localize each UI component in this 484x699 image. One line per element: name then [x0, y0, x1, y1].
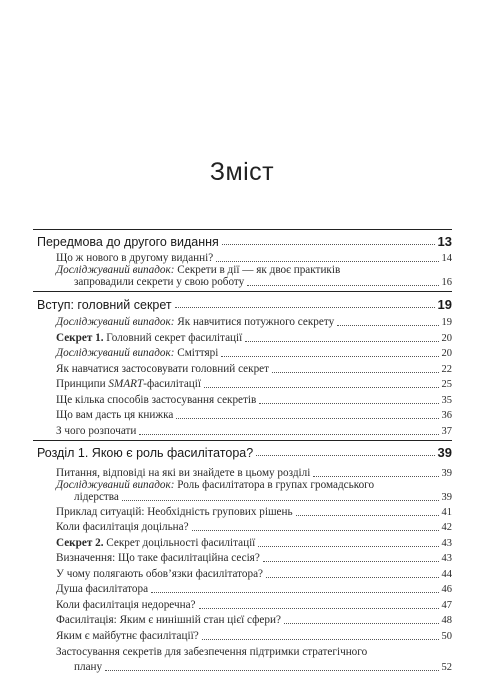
toc-section-foreword[interactable]: [37, 234, 452, 249]
toc-entry[interactable]: [56, 521, 452, 533]
page-number: 37: [441, 426, 452, 437]
toc-entry[interactable]: [56, 409, 452, 421]
page-number: 39: [441, 492, 452, 503]
entry-title-continued: плану: [74, 661, 103, 673]
toc-entry[interactable]: [56, 583, 452, 595]
entry-title: Яким є майбутнє фасилітації?: [56, 630, 199, 642]
toc-entry-line[interactable]: [56, 646, 367, 658]
section-title: Вступ: головний секрет: [37, 298, 172, 312]
page-number: 50: [441, 631, 452, 642]
dot-leader: [221, 356, 438, 357]
page-number: 20: [441, 348, 452, 359]
dot-leader: [105, 670, 438, 671]
toc-entry[interactable]: [56, 363, 452, 375]
page-number: 46: [441, 584, 452, 595]
entry-title: У чому полягають обов’язки фасилітатора?: [56, 568, 264, 580]
toc-entry[interactable]: [74, 661, 452, 673]
entry-title: З чого розпочати: [56, 425, 137, 437]
toc-entry[interactable]: [56, 506, 452, 518]
dot-leader: [202, 639, 439, 640]
dot-leader: [222, 244, 435, 245]
dot-leader: [216, 261, 438, 262]
entry-title: Душа фасилітатора: [56, 583, 149, 595]
section-title: Розділ 1. Якою є роль фасилітатора?: [37, 446, 254, 460]
dot-leader: [266, 577, 438, 578]
dot-leader: [204, 387, 439, 388]
page-number: 36: [441, 410, 452, 421]
toc-entry-line[interactable]: [56, 264, 340, 276]
entry-title: Ще кілька способів застосування секретів: [56, 394, 257, 406]
entry-prefix: Досліджуваний випадок:: [56, 264, 175, 276]
entry-title: Питання, відповіді на які ви знайдете в цьому розділі: [56, 467, 311, 479]
dot-leader: [139, 434, 438, 435]
dot-leader: [122, 500, 439, 501]
page-number: 43: [441, 538, 452, 549]
entry-title: Фасилітація: Яким є нинішній стан цієї сфери?: [56, 614, 281, 626]
entry-prefix: Секрет 2.: [56, 537, 104, 549]
toc-entry[interactable]: [74, 491, 452, 503]
dot-leader: [256, 455, 434, 456]
toc-entry[interactable]: [56, 552, 452, 564]
page-number: 52: [441, 662, 452, 673]
entry-title: Як навчатися застосовувати головний секрет: [56, 363, 270, 375]
dot-leader: [199, 608, 439, 609]
entry-title: Секрети в дії — як двоє практиків: [177, 264, 341, 276]
page-number: 25: [441, 379, 452, 390]
toc-entry[interactable]: [56, 252, 452, 264]
toc-entry[interactable]: [56, 378, 452, 390]
section-divider: [33, 229, 452, 230]
toc-section-intro[interactable]: [37, 297, 452, 312]
entry-title-continued: запровадили секрети у свою роботу: [74, 276, 245, 288]
entry-title: Застосування секретів для забезпечення підтримки стратегічного: [56, 646, 368, 658]
entry-title: Визначення: Що таке фасилітаційна сесія?: [56, 552, 260, 564]
page-number: 13: [437, 234, 452, 249]
page-number: 16: [441, 277, 452, 288]
dot-leader: [263, 561, 439, 562]
entry-prefix: Секрет 1.: [56, 332, 104, 344]
toc-entry[interactable]: [56, 537, 452, 549]
dot-leader: [175, 307, 435, 308]
section-divider: [33, 440, 452, 441]
dot-leader: [259, 403, 438, 404]
toc-entry[interactable]: [56, 568, 452, 580]
toc-entry[interactable]: [56, 630, 452, 642]
dot-leader: [192, 530, 439, 531]
section-title: Передмова до другого видання: [37, 235, 219, 249]
page-number: 20: [441, 333, 452, 344]
page-number: 39: [441, 468, 452, 479]
entry-prefix: Досліджуваний випадок:: [56, 316, 175, 328]
dot-leader: [296, 515, 439, 516]
dot-leader: [176, 418, 438, 419]
page-number: 44: [441, 569, 452, 580]
dot-leader: [151, 592, 438, 593]
toc-entry[interactable]: [56, 316, 452, 328]
entry-title: Роль фасилітатора в групах громадського: [177, 479, 375, 491]
toc-entry[interactable]: [56, 425, 452, 437]
entry-title-suffix: -фасилітації: [143, 378, 201, 390]
page-number: 14: [441, 253, 452, 264]
toc-entry[interactable]: [56, 394, 452, 406]
toc-entry[interactable]: [74, 276, 452, 288]
entry-title: Секрет доцільності фасилітації: [106, 537, 256, 549]
toc-section-chapter-1[interactable]: [37, 445, 452, 460]
dot-leader: [313, 476, 438, 477]
toc-entry-line[interactable]: [56, 479, 374, 491]
dot-leader: [284, 623, 439, 624]
entry-title: Що вам дасть ця книжка: [56, 409, 174, 421]
entry-title: Головний секрет фасилітації: [106, 332, 243, 344]
toc-entry[interactable]: [56, 347, 452, 359]
entry-title: Що ж нового в другому виданні?: [56, 252, 214, 264]
page-number: 19: [441, 317, 452, 328]
section-divider: [33, 291, 452, 292]
entry-title: Як навчитися потужного секрету: [177, 316, 335, 328]
entry-prefix: Досліджуваний випадок:: [56, 347, 175, 359]
page-number: 48: [441, 615, 452, 626]
entry-title-italic: SMART: [108, 378, 144, 390]
entry-title: Принципи: [56, 378, 109, 390]
page-title: Зміст: [209, 158, 275, 186]
page-number: 22: [441, 364, 452, 375]
page-number: 39: [437, 445, 452, 460]
page-number: 41: [441, 507, 452, 518]
dot-leader: [245, 341, 438, 342]
dot-leader: [247, 285, 438, 286]
page-number: 35: [441, 395, 452, 406]
entry-title-continued: лідерства: [74, 491, 119, 503]
dot-leader: [258, 546, 438, 547]
toc-entry[interactable]: [56, 467, 452, 479]
entry-title: Приклад ситуацій: Необхідність групових рішень: [56, 506, 293, 518]
entry-title: Коли фасилітація недоречна?: [56, 599, 196, 611]
page-number: 43: [441, 553, 452, 564]
page-number: 42: [441, 522, 452, 533]
entry-prefix: Досліджуваний випадок:: [56, 479, 175, 491]
page-number: 19: [437, 297, 452, 312]
toc-entry[interactable]: [56, 614, 452, 626]
toc-entry[interactable]: [56, 599, 452, 611]
page-number: 47: [441, 600, 452, 611]
entry-title: Коли фасилітація доцільна?: [56, 521, 189, 533]
toc-entry[interactable]: [56, 332, 452, 344]
dot-leader: [272, 372, 438, 373]
dot-leader: [337, 325, 438, 326]
entry-title: Сміттярі: [177, 347, 219, 359]
